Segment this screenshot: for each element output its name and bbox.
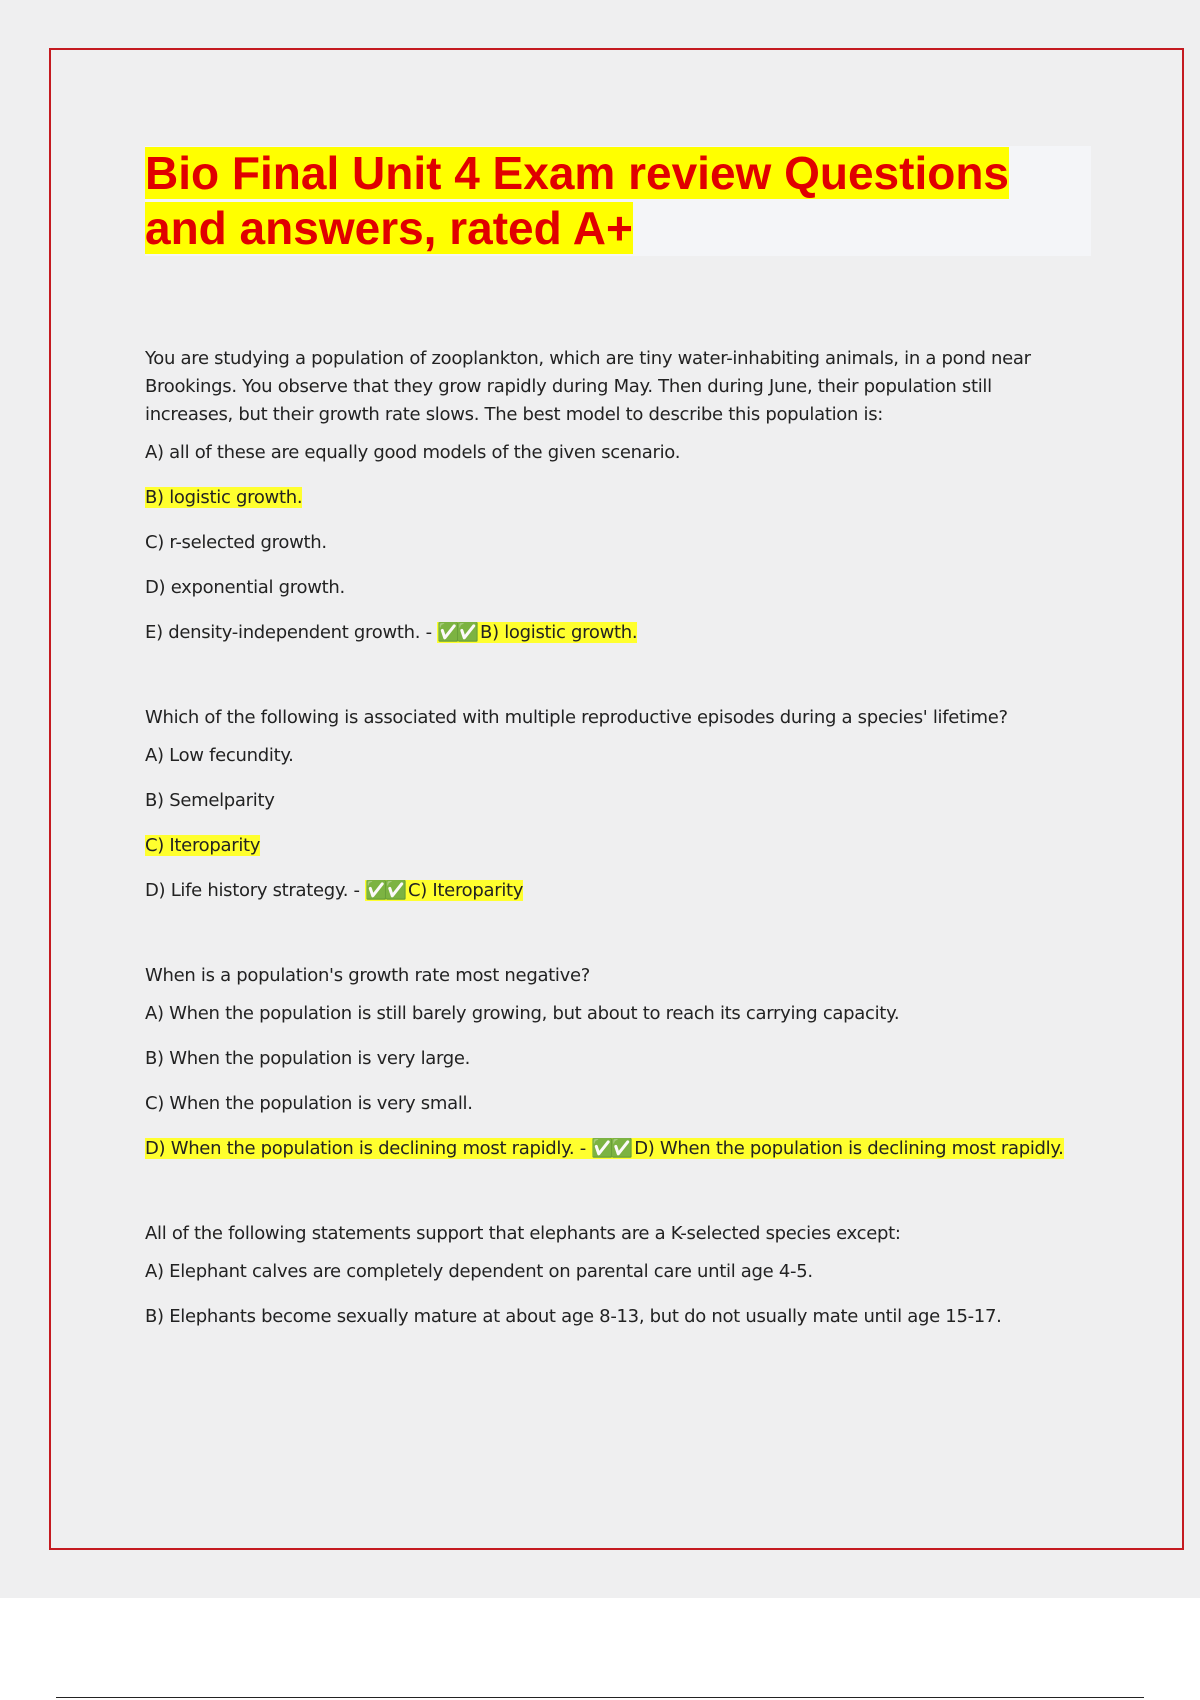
- option-text: D) Life history strategy. -: [145, 880, 366, 901]
- answer-option-with-key: [145, 1135, 1085, 1163]
- correct-answer: B) logistic growth.: [480, 622, 638, 643]
- answer-key: [437, 622, 637, 643]
- highlighted-option: [145, 1138, 1064, 1159]
- page-divider: [56, 1697, 1144, 1698]
- answer-option-with-key: [145, 877, 1085, 905]
- option-text: D) When the population is declining most rapidly. -: [145, 1138, 592, 1159]
- question-block: [145, 1220, 1085, 1331]
- highlighted-option: B) logistic growth.: [145, 487, 303, 508]
- correct-answer: C) Iteroparity: [408, 880, 524, 901]
- question-block: [145, 962, 1085, 1163]
- answer-option: D) exponential growth.: [145, 577, 345, 598]
- answer-option: A) Elephant calves are completely dependent on parental care until age 4-5.: [145, 1261, 813, 1282]
- highlighted-option: C) Iteroparity: [145, 835, 261, 856]
- check-icon: ✅✅: [365, 880, 404, 901]
- answer-option: A) When the population is still barely growing, but about to reach its carrying capacity.: [145, 1003, 900, 1024]
- correct-answer: D) When the population is declining most rapidly.: [634, 1138, 1064, 1159]
- check-icon: ✅✅: [591, 1138, 631, 1159]
- answer-option: A) all of these are equally good models of the given scenario.: [145, 442, 681, 463]
- answer-option: [145, 484, 1085, 512]
- check-icon: ✅✅: [437, 622, 477, 643]
- question-block: [145, 704, 1085, 905]
- answer-option: B) Semelparity: [145, 790, 275, 811]
- question-text: You are studying a population of zooplankton, which are tiny water-inhabiting animals, in a pond near Brookings. You observe that they grow rapidly during May. Then during June, their population still increases, but their growth rate slows. The best model to describe this population is:: [145, 348, 1031, 425]
- answer-option: A) Low fecundity.: [145, 745, 294, 766]
- question-list: [145, 345, 1085, 1348]
- answer-option-with-key: [145, 619, 1085, 647]
- question-text: All of the following statements support that elephants are a K-selected species except:: [145, 1223, 901, 1244]
- page-title: [145, 146, 1105, 256]
- answer-key: [365, 880, 523, 901]
- question-block: [145, 345, 1085, 647]
- title-line-1: Bio Final Unit 4 Exam review Questions: [145, 147, 1010, 199]
- answer-option: C) r-selected growth.: [145, 532, 327, 553]
- question-text: Which of the following is associated with multiple reproductive episodes during a species' lifetime?: [145, 707, 1008, 728]
- answer-option: C) When the population is very small.: [145, 1093, 473, 1114]
- answer-option: B) When the population is very large.: [145, 1048, 471, 1069]
- answer-option: B) Elephants become sexually mature at about age 8-13, but do not usually mate until age 15-17.: [145, 1306, 1002, 1327]
- title-line-2: and answers, rated A+: [145, 202, 633, 254]
- answer-option: [145, 832, 1085, 860]
- option-text: E) density-independent growth. -: [145, 622, 438, 643]
- question-text: When is a population's growth rate most negative?: [145, 965, 591, 986]
